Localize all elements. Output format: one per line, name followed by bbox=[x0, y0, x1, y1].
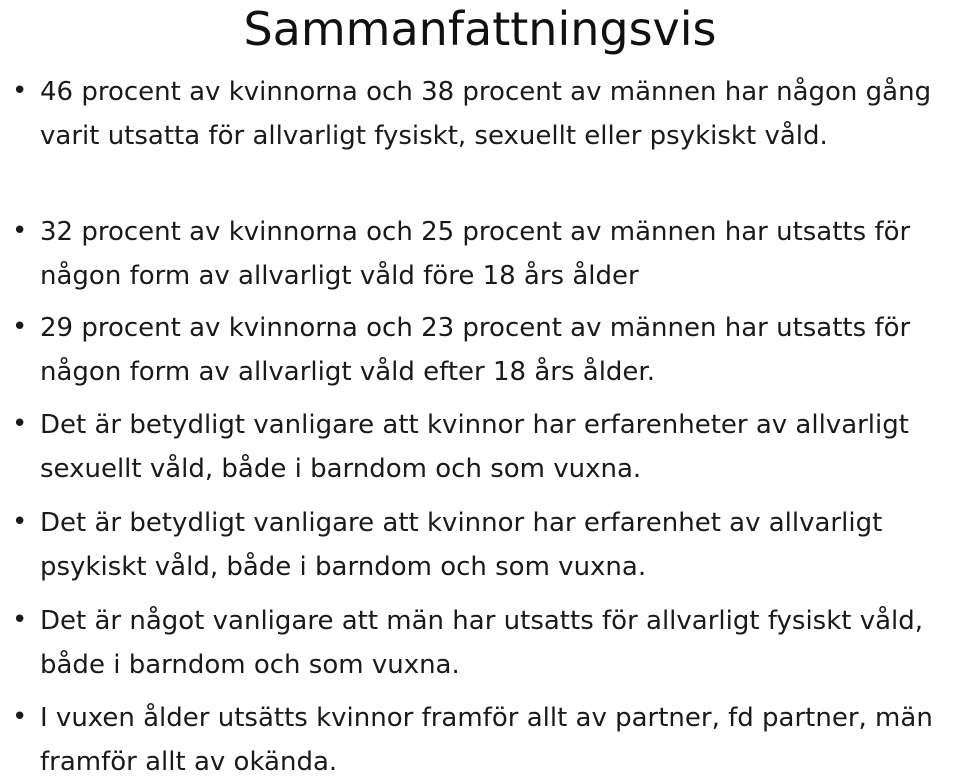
slide-title: Sammanfattningsvis bbox=[243, 2, 717, 56]
bullet-text: I vuxen ålder utsätts kvinnor framför allt av partner, fd partner, män framför allt av okända. bbox=[40, 703, 933, 777]
bullet-text: 32 procent av kvinnorna och 25 procent av männen har utsatts för någon form av allvarligt våld före 18 års ålder bbox=[40, 217, 911, 291]
bullet-text: Det är betydligt vanligare att kvinnor har erfarenheter av allvarligt sexuellt våld, både i barndom och som vuxna. bbox=[40, 410, 909, 484]
bullet-text: 46 procent av kvinnorna och 38 procent av männen har någon gång varit utsatta för allvarligt fysiskt, sexuellt eller psykiskt våld. bbox=[40, 77, 932, 151]
bullet-dot-icon: • bbox=[12, 507, 28, 537]
bullet-text: 29 procent av kvinnorna och 23 procent av männen har utsatts för någon form av allvarligt våld efter 18 års ålder. bbox=[40, 313, 911, 387]
bullet-dot-icon: • bbox=[12, 605, 28, 635]
bullet-dot-icon: • bbox=[12, 216, 28, 246]
bullet-dot-icon: • bbox=[12, 312, 28, 342]
bullet-text: Det är betydligt vanligare att kvinnor har erfarenhet av allvarligt psykiskt våld, både i barndom och som vuxna. bbox=[40, 508, 883, 582]
bullet-dot-icon: • bbox=[12, 409, 28, 439]
bullet-dot-icon: • bbox=[12, 76, 28, 106]
bullet-dot-icon: • bbox=[12, 702, 28, 732]
bullet-text: Det är något vanligare att män har utsatts för allvarligt fysiskt våld, både i barndom och som vuxna. bbox=[40, 606, 924, 680]
